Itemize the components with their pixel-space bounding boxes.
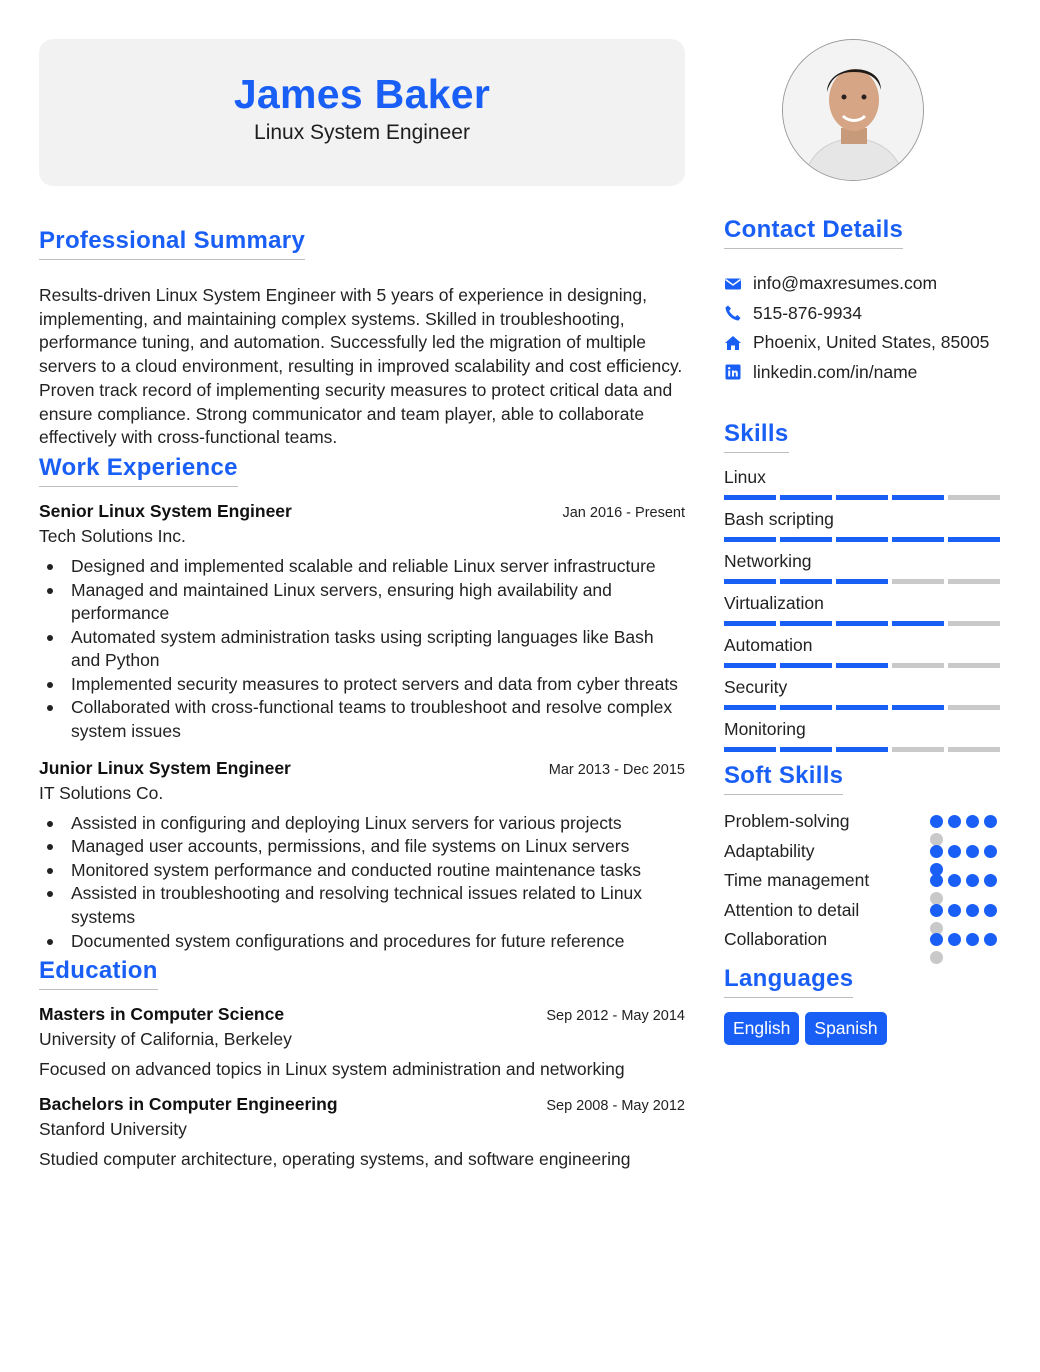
contact-linkedin[interactable] bbox=[724, 358, 1004, 388]
skill-level-segment bbox=[948, 621, 1000, 626]
skill-level-segment bbox=[780, 663, 832, 668]
skill-item bbox=[724, 590, 1004, 626]
rating-dot bbox=[966, 845, 979, 858]
skill-level-segment bbox=[836, 495, 888, 500]
phone-icon bbox=[724, 304, 742, 322]
skill-level-segment bbox=[836, 705, 888, 710]
job-title: Junior Linux System Engineer bbox=[39, 757, 291, 778]
envelope-icon bbox=[724, 275, 742, 293]
skill-level-segment bbox=[780, 621, 832, 626]
skill-level-segment bbox=[724, 705, 776, 710]
skill-item bbox=[724, 548, 1004, 584]
skill-level-segment bbox=[724, 537, 776, 542]
soft-skills-section bbox=[724, 762, 1004, 959]
skill-level-bar bbox=[724, 537, 1004, 542]
skill-name: Security bbox=[724, 677, 788, 697]
rating-dot bbox=[930, 874, 943, 887]
section-title-soft-skills: Soft Skills bbox=[724, 762, 843, 795]
contact-phone-text: 515-876-9934 bbox=[753, 302, 862, 323]
rating-dot bbox=[930, 815, 943, 828]
school-name: Stanford University bbox=[39, 1119, 187, 1140]
job-date: Mar 2013 - Dec 2015 bbox=[548, 761, 685, 778]
soft-skill-item bbox=[724, 929, 1004, 959]
list-item: Monitored system performance and conducted routine maintenance tasks bbox=[71, 859, 685, 883]
section-title-education: Education bbox=[39, 957, 158, 990]
skill-level-segment bbox=[948, 537, 1000, 542]
skill-level-segment bbox=[724, 579, 776, 584]
work-section bbox=[39, 454, 685, 953]
skill-level-segment bbox=[780, 537, 832, 542]
skill-level-segment bbox=[780, 495, 832, 500]
education-entry bbox=[39, 1004, 685, 1080]
contact-linkedin-text: linkedin.com/in/name bbox=[753, 361, 918, 382]
job-date: Jan 2016 - Present bbox=[562, 504, 685, 521]
skill-level-bar bbox=[724, 579, 1004, 584]
candidate-name: James Baker bbox=[233, 71, 491, 117]
rating-dot bbox=[948, 874, 961, 887]
list-item: Implemented security measures to protect servers and data from cyber threats bbox=[71, 673, 685, 697]
job-entry bbox=[39, 501, 685, 744]
skill-level-segment bbox=[948, 747, 1000, 752]
skill-level-segment bbox=[724, 663, 776, 668]
rating-dot bbox=[966, 815, 979, 828]
list-item: Documented system configurations and procedures for future reference bbox=[71, 930, 685, 954]
skill-level-segment bbox=[724, 747, 776, 752]
profile-photo bbox=[782, 39, 924, 181]
job-company: IT Solutions Co. bbox=[39, 782, 164, 803]
rating-dot bbox=[930, 933, 943, 946]
rating-dot bbox=[984, 874, 997, 887]
skill-name: Monitoring bbox=[724, 719, 806, 739]
skill-level-segment bbox=[780, 579, 832, 584]
skill-name: Linux bbox=[724, 467, 766, 487]
rating-dot bbox=[984, 933, 997, 946]
rating-dot bbox=[930, 951, 943, 964]
skill-level-bar bbox=[724, 663, 1004, 668]
skill-level-segment bbox=[836, 663, 888, 668]
education-description: Focused on advanced topics in Linux system administration and networking bbox=[39, 1059, 625, 1080]
soft-skill-item bbox=[724, 811, 1004, 841]
soft-skill-name: Attention to detail bbox=[724, 899, 860, 920]
candidate-title: Linux System Engineer bbox=[254, 121, 470, 144]
section-title-work: Work Experience bbox=[39, 454, 238, 487]
contact-email[interactable] bbox=[724, 269, 1004, 299]
skill-level-segment bbox=[724, 621, 776, 626]
section-title-skills: Skills bbox=[724, 420, 789, 453]
skill-level-segment bbox=[948, 705, 1000, 710]
skill-level-segment bbox=[948, 495, 1000, 500]
skill-item bbox=[724, 632, 1004, 668]
skill-level-segment bbox=[948, 579, 1000, 584]
list-item: Automated system administration tasks using scripting languages like Bash and Python bbox=[71, 626, 685, 673]
skill-name: Virtualization bbox=[724, 593, 824, 613]
skill-level-bar bbox=[724, 495, 1004, 500]
skill-level-segment bbox=[892, 537, 944, 542]
list-item: Designed and implemented scalable and reliable Linux server infrastructure bbox=[71, 555, 685, 579]
section-title-contact: Contact Details bbox=[724, 216, 903, 249]
soft-skills-list bbox=[724, 811, 1004, 959]
job-company: Tech Solutions Inc. bbox=[39, 525, 186, 546]
education-description: Studied computer architecture, operating systems, and software engineering bbox=[39, 1149, 631, 1170]
soft-skill-item bbox=[724, 841, 1004, 871]
soft-skill-name: Collaboration bbox=[724, 929, 828, 949]
degree-title: Bachelors in Computer Engineering bbox=[39, 1094, 338, 1115]
list-item: Assisted in troubleshooting and resolving technical issues related to Linux systems bbox=[71, 882, 685, 929]
rating-dot bbox=[930, 845, 943, 858]
skill-item bbox=[724, 674, 1004, 710]
resume-header bbox=[39, 39, 685, 186]
linkedin-icon bbox=[724, 363, 742, 381]
contact-section bbox=[724, 216, 1004, 387]
skill-level-segment bbox=[892, 705, 944, 710]
skill-level-segment bbox=[724, 495, 776, 500]
soft-skill-name: Adaptability bbox=[724, 840, 815, 861]
rating-dot bbox=[984, 904, 997, 917]
skill-item bbox=[724, 506, 1004, 542]
skill-item bbox=[724, 716, 1004, 752]
rating-dot bbox=[984, 815, 997, 828]
skill-item bbox=[724, 464, 1004, 500]
section-title-languages: Languages bbox=[724, 965, 853, 998]
rating-dot bbox=[948, 815, 961, 828]
job-entry bbox=[39, 758, 685, 954]
list-item: Managed and maintained Linux servers, ensuring high availability and performance bbox=[71, 579, 685, 626]
skill-level-segment bbox=[836, 579, 888, 584]
list-item: Managed user accounts, permissions, and file systems on Linux servers bbox=[71, 835, 685, 859]
education-entry bbox=[39, 1094, 685, 1170]
job-title: Senior Linux System Engineer bbox=[39, 500, 292, 521]
summary-section bbox=[39, 227, 685, 450]
school-name: University of California, Berkeley bbox=[39, 1029, 292, 1050]
degree-title: Masters in Computer Science bbox=[39, 1004, 285, 1025]
soft-skill-item bbox=[724, 870, 1004, 900]
skill-level-segment bbox=[780, 705, 832, 710]
skill-level-segment bbox=[836, 747, 888, 752]
language-tag: English bbox=[724, 1012, 799, 1045]
soft-skill-name: Time management bbox=[724, 870, 870, 890]
education-date: Sep 2008 - May 2012 bbox=[546, 1098, 685, 1115]
education-date: Sep 2012 - May 2014 bbox=[546, 1008, 685, 1025]
skills-section bbox=[724, 420, 1004, 752]
language-tags bbox=[724, 1012, 1004, 1045]
soft-skill-rating bbox=[930, 929, 1004, 964]
rating-dot bbox=[930, 904, 943, 917]
job-bullets bbox=[39, 555, 685, 744]
skill-name: Automation bbox=[724, 635, 813, 655]
contact-location bbox=[724, 328, 1004, 358]
contact-email-text: info@maxresumes.com bbox=[753, 273, 938, 294]
soft-skill-item bbox=[724, 900, 1004, 930]
skill-level-segment bbox=[892, 621, 944, 626]
section-title-summary: Professional Summary bbox=[39, 227, 305, 260]
rating-dot bbox=[966, 933, 979, 946]
rating-dot bbox=[948, 845, 961, 858]
rating-dot bbox=[966, 874, 979, 887]
skill-name: Networking bbox=[724, 551, 812, 571]
job-bullets bbox=[39, 812, 685, 954]
list-item: Collaborated with cross-functional teams to troubleshoot and resolve complex system issues bbox=[71, 696, 685, 743]
rating-dot bbox=[948, 933, 961, 946]
skill-level-segment bbox=[892, 663, 944, 668]
skill-level-segment bbox=[836, 537, 888, 542]
list-item: Assisted in configuring and deploying Linux servers for various projects bbox=[71, 812, 685, 836]
skill-name: Bash scripting bbox=[724, 509, 834, 529]
rating-dot bbox=[966, 904, 979, 917]
soft-skill-name: Problem-solving bbox=[724, 811, 850, 831]
skills-list bbox=[724, 464, 1004, 752]
skill-level-segment bbox=[948, 663, 1000, 668]
skill-level-segment bbox=[836, 621, 888, 626]
rating-dot bbox=[948, 904, 961, 917]
skill-level-segment bbox=[892, 747, 944, 752]
skill-level-bar bbox=[724, 705, 1004, 710]
education-section bbox=[39, 957, 685, 1170]
skill-level-bar bbox=[724, 621, 1004, 626]
language-tag: Spanish bbox=[805, 1012, 886, 1045]
contact-location-text: Phoenix, United States, 85005 bbox=[753, 332, 990, 353]
skill-level-bar bbox=[724, 747, 1004, 752]
skill-level-segment bbox=[892, 495, 944, 500]
skill-level-segment bbox=[780, 747, 832, 752]
languages-section bbox=[724, 965, 1004, 1045]
profile-photo-placeholder-icon bbox=[783, 40, 924, 181]
summary-text: Results-driven Linux System Engineer with 5 years of experience in designing, implementing, and maintaining complex systems. Skilled in troubleshooting, performance tuning, and automation. Successfully led the migration of multiple servers to a cloud environment, resulting in improved scalability and cost efficiency. Proven track record of implementing security measures to protect critical data and ensure compliance. Strong communicator and team player, able to collaborate effectively with cross-functional teams. bbox=[39, 285, 683, 448]
home-icon bbox=[724, 334, 742, 352]
contact-phone[interactable] bbox=[724, 299, 1004, 329]
skill-level-segment bbox=[892, 579, 944, 584]
main-column bbox=[39, 39, 685, 1170]
rating-dot bbox=[984, 845, 997, 858]
sidebar-column bbox=[724, 39, 1004, 1045]
